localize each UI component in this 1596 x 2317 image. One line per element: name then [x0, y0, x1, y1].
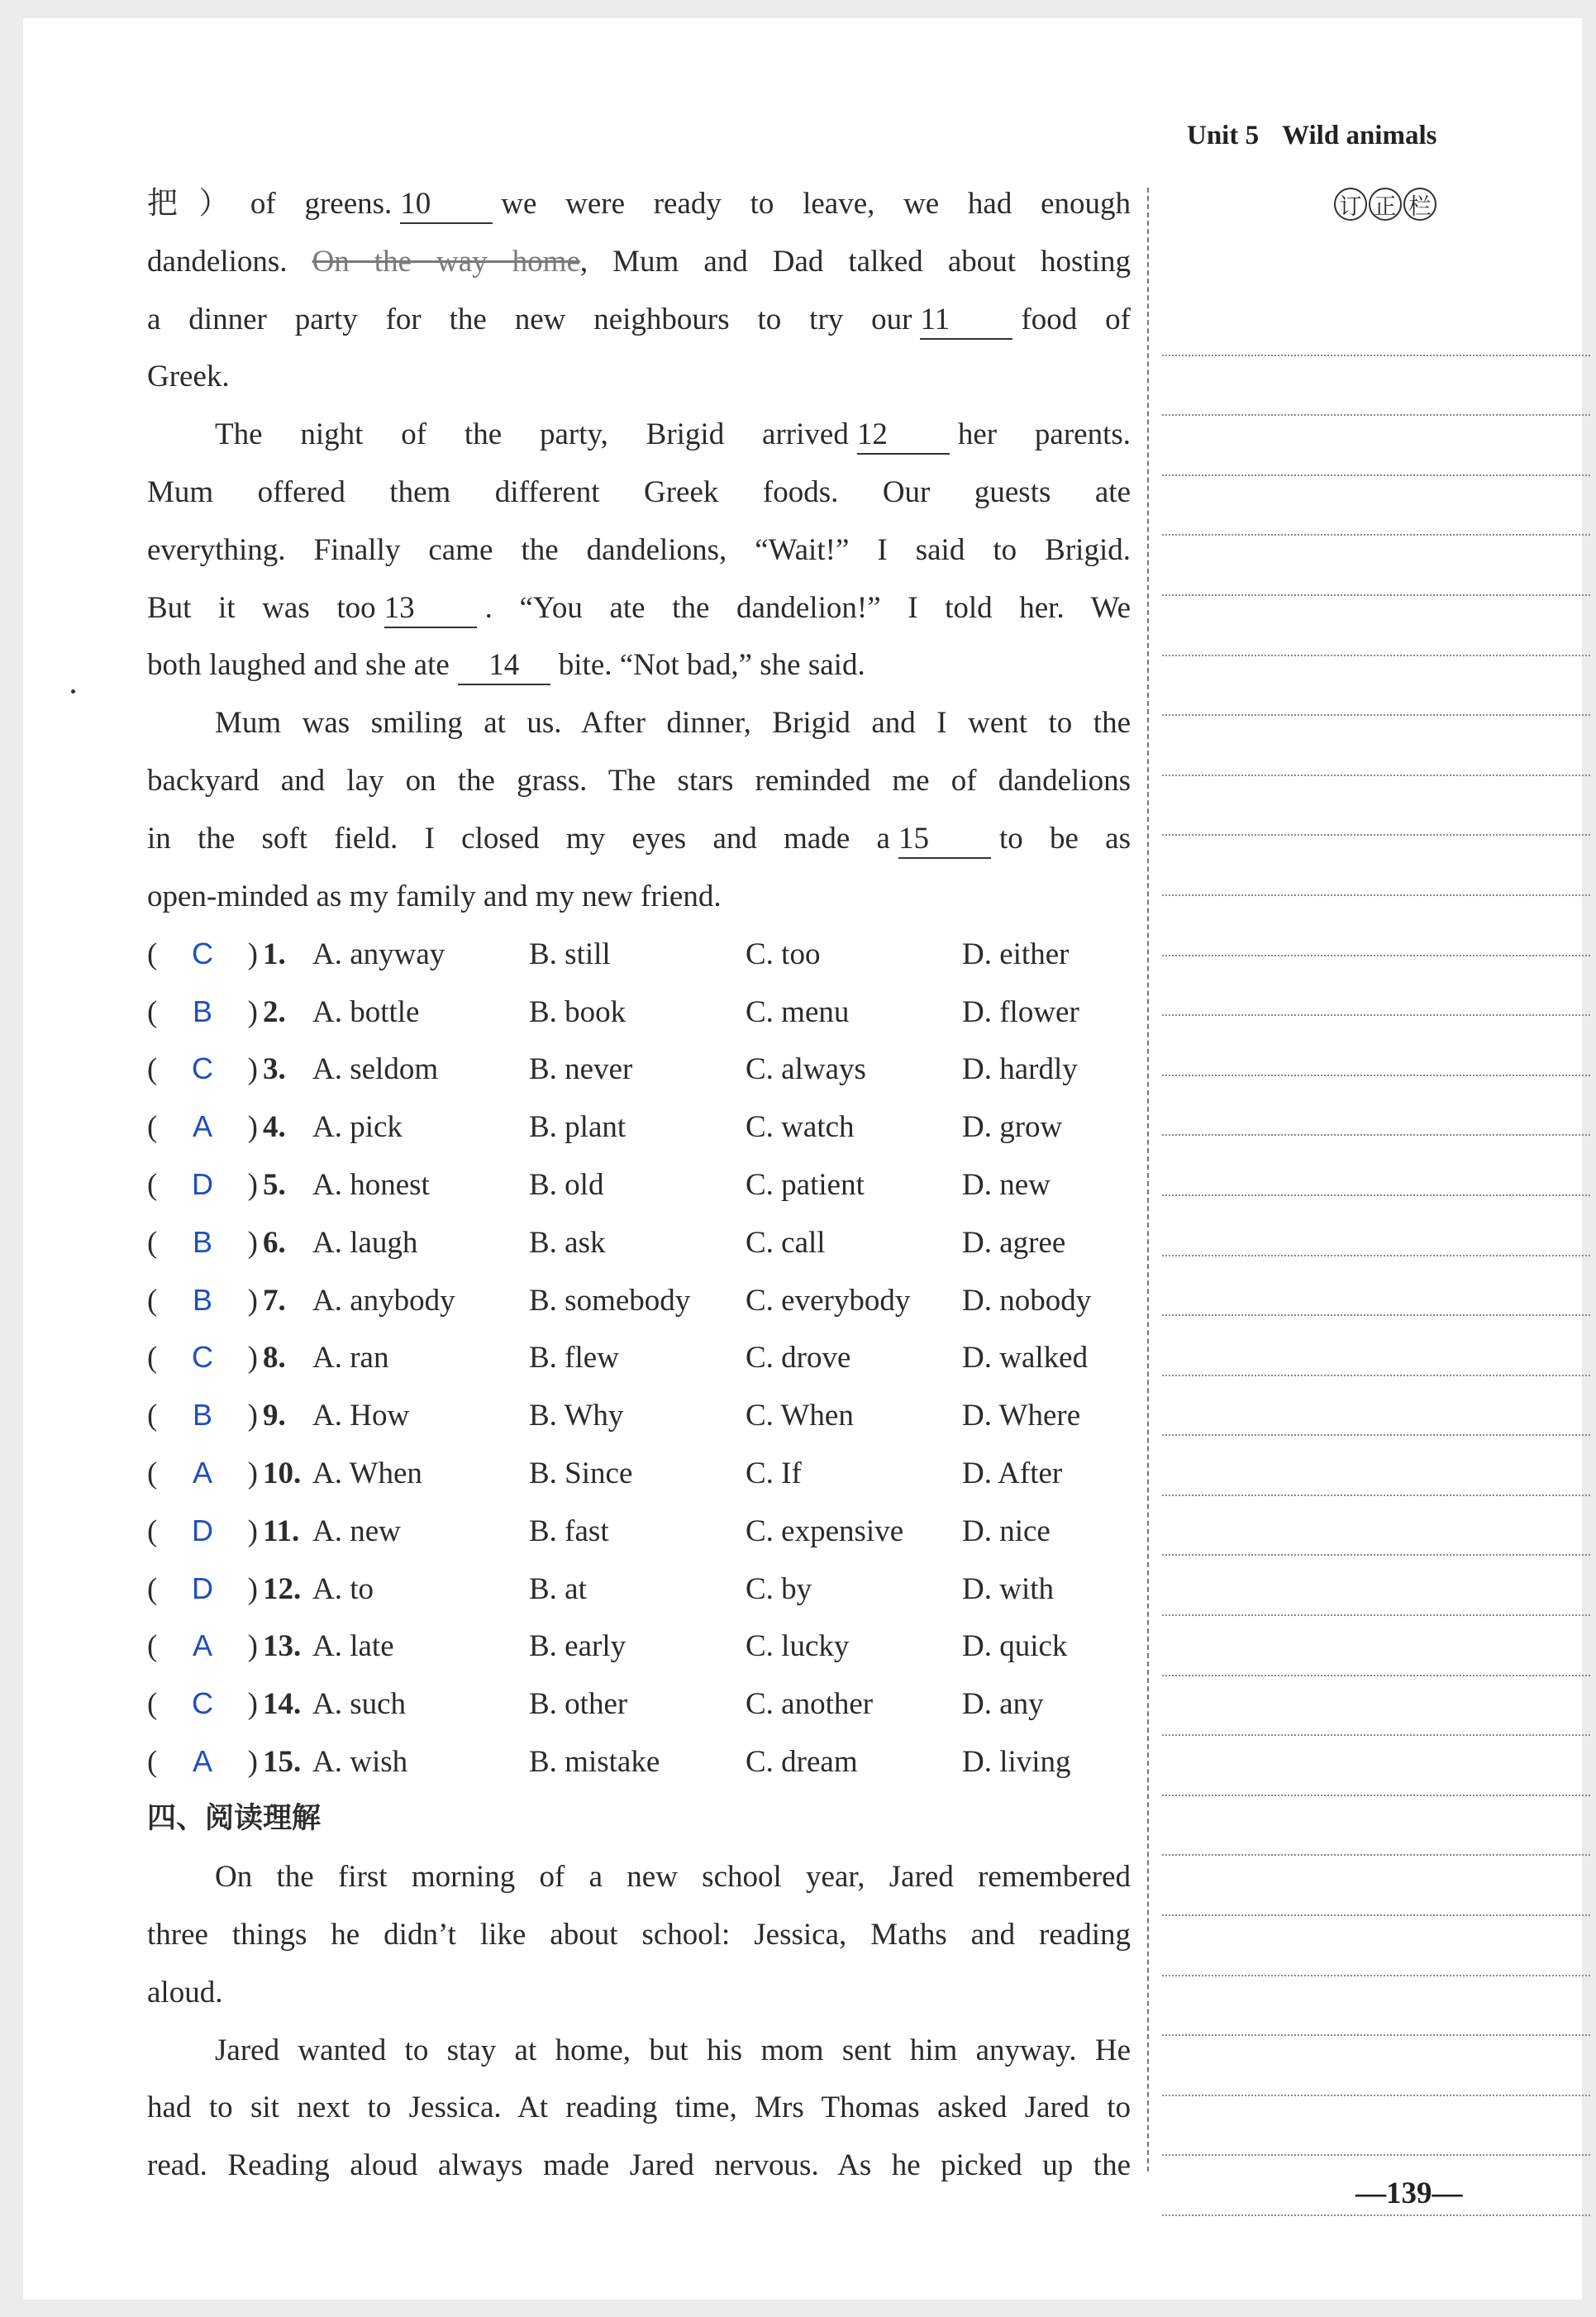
correction-char: 订	[1334, 188, 1367, 221]
blank-15: 15	[898, 821, 991, 859]
question-row: ( C ) 1. A. anyway B. still C. too D. either	[147, 936, 1070, 971]
question-row: ( D ) 11. A. new B. fast C. expensive D. nice	[147, 1513, 1051, 1548]
question-row: ( B ) 7. A. anybody B. somebody C. everybody D. nobody	[147, 1282, 1092, 1318]
question-row: ( C ) 3. A. seldom B. never C. always D. hardly	[147, 1051, 1078, 1087]
stray-mark	[71, 689, 75, 694]
answer: D	[192, 1166, 213, 1201]
blank-12: 12	[857, 417, 950, 455]
passage-line: a dinner party for the new neighbours to try our 11 food of	[147, 291, 1131, 349]
passage-line: dandelions. On the way home, Mum and Dad talked about hosting	[147, 244, 1131, 279]
blank-11: 11	[920, 302, 1012, 340]
workbook-page	[23, 18, 1582, 2300]
page-number: —139—	[1355, 2176, 1463, 2210]
passage-line: But it was too 13 . “You ate the dandelion!” I told her. We	[147, 579, 1131, 637]
question-row: ( B ) 2. A. bottle B. book C. menu D. flower	[147, 994, 1079, 1029]
answer: A	[192, 1109, 212, 1144]
answer: D	[192, 1513, 213, 1547]
passage-line: backyard and lay on the grass. The stars reminded me of dandelions	[147, 763, 1131, 798]
passage-line: Jared wanted to stay at home, but his mom sent him anyway. He	[215, 2033, 1131, 2067]
answer: C	[192, 1686, 213, 1721]
question-row: ( D ) 12. A. to B. at C. by D. with	[147, 1571, 1054, 1606]
unit-title: Wild animals	[1282, 121, 1437, 150]
blank-14: 14	[458, 647, 550, 685]
passage-line: three things he didn’t like about school: Jessica, Maths and reading	[147, 1917, 1131, 1952]
section-heading: 四、阅读理解	[147, 1802, 322, 1836]
question-list	[147, 925, 1131, 1790]
passage-line: in the soft field. I closed my eyes and made a 15 to be as	[147, 810, 1131, 868]
correction-char: 正	[1369, 188, 1402, 221]
passage-line: aloud.	[147, 1975, 223, 2009]
question-row: ( A ) 4. A. pick B. plant C. watch D. grow	[147, 1109, 1063, 1145]
page-header	[1187, 121, 1436, 151]
answer: C	[192, 1051, 213, 1086]
watermark-text: On the way home	[312, 244, 580, 279]
passage-line: Mum offered them different Greek foods. Our guests ate	[147, 474, 1131, 509]
question-row: ( C ) 14. A. such B. other C. another D. any	[147, 1686, 1044, 1722]
answer: A	[192, 1455, 212, 1490]
question-row: ( B ) 6. A. laugh B. ask C. call D. agree	[147, 1224, 1066, 1260]
answer: C	[192, 936, 213, 970]
main-column	[147, 175, 1131, 2195]
correction-char: 栏	[1403, 188, 1436, 221]
question-row: ( C ) 8. A. ran B. flew C. drove D. walked	[147, 1340, 1089, 1375]
passage-line: Mum was smiling at us. After dinner, Brigid and I went to the	[215, 706, 1131, 741]
answer: A	[192, 1628, 212, 1663]
answer: B	[192, 1398, 212, 1433]
unit-label: Unit 5	[1187, 121, 1260, 150]
passage-line: everything. Finally came the dandelions, “Wait!” I said to Brigid.	[147, 532, 1131, 567]
correction-column-title	[1334, 188, 1436, 221]
answer: C	[192, 1340, 213, 1375]
passage-line: On the first morning of a new school year, Jared remembered	[215, 1860, 1131, 1895]
answer: B	[192, 994, 212, 1028]
blank-10: 10	[400, 186, 493, 224]
passage-line: read. Reading aloud always made Jared nervous. As he picked up the	[147, 2148, 1131, 2183]
passage-line: The night of the party, Brigid arrived 12 her parents.	[147, 406, 1131, 464]
answer: B	[192, 1282, 212, 1317]
passage-line: Greek.	[147, 360, 230, 394]
answer: D	[192, 1571, 213, 1605]
column-divider	[1147, 188, 1149, 2172]
passage-line: had to sit next to Jessica. At reading time, Mrs Thomas asked Jared to	[147, 2091, 1131, 2125]
question-row: ( D ) 5. A. honest B. old C. patient D. new	[147, 1166, 1051, 1202]
correction-lines	[1162, 296, 1590, 2216]
answer: B	[192, 1224, 212, 1259]
question-row: ( A ) 15. A. wish B. mistake C. dream D. living	[147, 1743, 1071, 1779]
question-row: ( A ) 10. A. When B. Since C. If D. After	[147, 1455, 1063, 1490]
question-row: ( B ) 9. A. How B. Why C. When D. Where	[147, 1398, 1081, 1433]
blank-13: 13	[384, 590, 477, 628]
question-row: ( A ) 13. A. late B. early C. lucky D. quick	[147, 1628, 1068, 1664]
passage-line: open-minded as my family and my new friend.	[147, 879, 722, 913]
passage-line: both laughed and she ate 14 bite. “Not bad,” she said.	[147, 636, 1131, 694]
passage-line: 把）of greens. 10 we were ready to leave, we had enough	[147, 175, 1131, 233]
answer: A	[192, 1743, 212, 1778]
